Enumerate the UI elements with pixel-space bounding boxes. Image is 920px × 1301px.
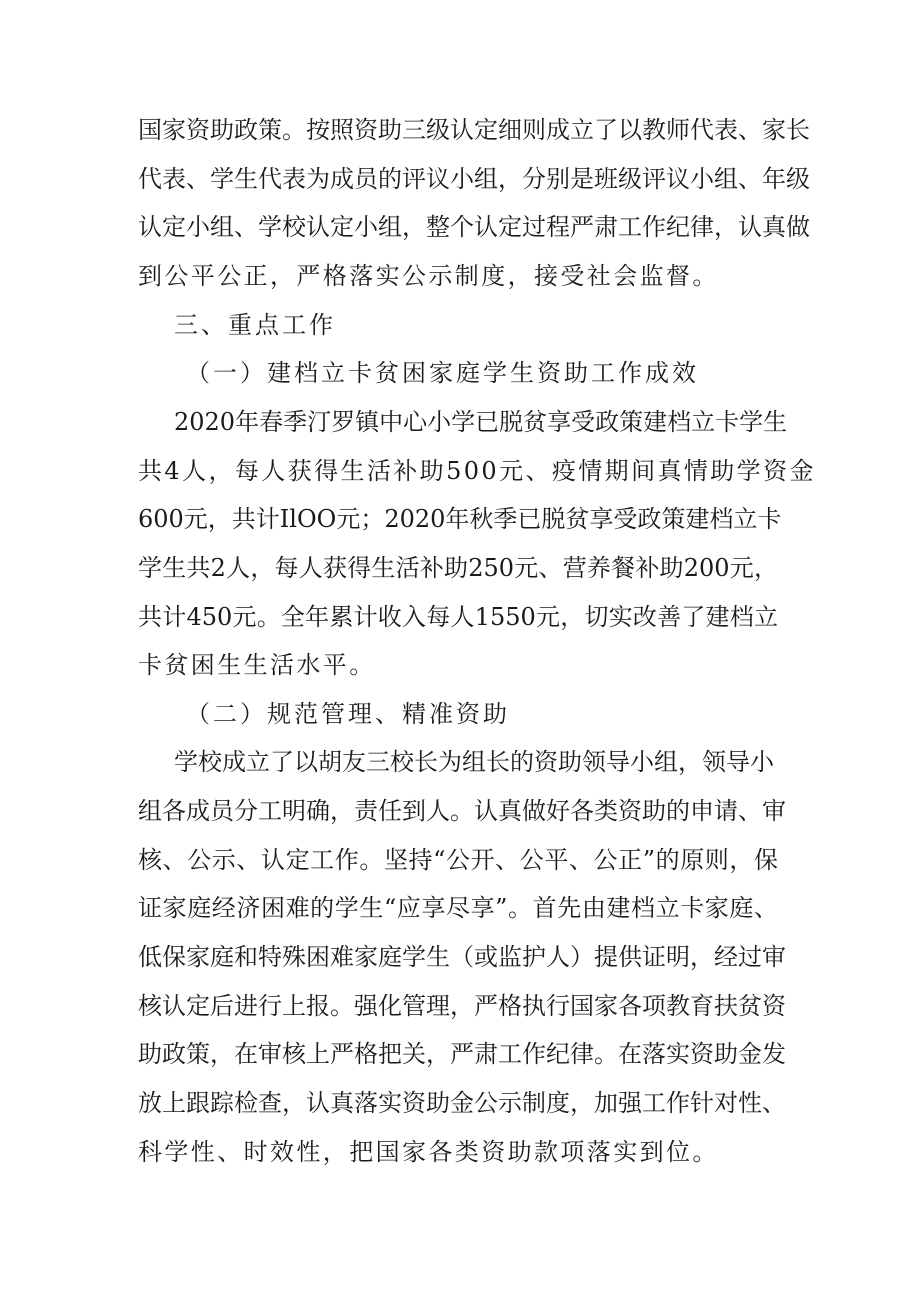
paragraph-line: 证家庭经济困难的学生“应享尽享”。首先由建档立卡家庭、 bbox=[138, 894, 778, 922]
paragraph-line: 代表、学生代表为成员的评议小组，分别是班级评议小组、年级 bbox=[138, 165, 810, 193]
paragraph-line: 到公平公正，严格落实公示制度，接受社会监督。 bbox=[138, 262, 719, 290]
paragraph-line: 核、公示、认定工作。坚持“公开、公平、公正”的原则，保 bbox=[138, 846, 778, 874]
paragraph-line: 助政策，在审核上严格把关，严肃工作纪律。在落实资助金发 bbox=[138, 1040, 786, 1068]
paragraph-line: 核认定后进行上报。强化管理，严格执行国家各项教育扶贫资 bbox=[138, 992, 786, 1020]
paragraph-line: 低保家庭和特殊困难家庭学生（或监护人）提供证明，经过审 bbox=[138, 943, 786, 971]
subsection-heading: （一）建档立卡贫困家庭学生资助工作成效 bbox=[186, 359, 699, 387]
paragraph-line: 组各成员分工明确，责任到人。认真做好各类资助的申请、审 bbox=[138, 797, 786, 825]
paragraph-line: 放上跟踪检查，认真落实资助金公示制度，加强工作针对性、 bbox=[138, 1089, 786, 1117]
paragraph-line: 共计450元。全年累计收入每人1550元，切实改善了建档立 bbox=[138, 603, 778, 631]
paragraph-line: 600元，共计IlOO元；2020年秋季已脱贫享受政策建档立卡 bbox=[138, 505, 782, 533]
paragraph-line: 卡贫困生生活水平。 bbox=[138, 651, 376, 679]
paragraph-line: 国家资助政策。按照资助三级认定细则成立了以教师代表、家长 bbox=[138, 116, 810, 144]
paragraph-line: 学生共2人，每人获得生活补助250元、营养餐补助200元， bbox=[138, 554, 778, 582]
paragraph-line: 科学性、时效性，把国家各类资助款项落实到位。 bbox=[138, 1138, 719, 1166]
paragraph-line: 学校成立了以胡友三校长为组长的资助领导小组，领导小 bbox=[174, 748, 774, 776]
paragraph-line: 认定小组、学校认定小组，整个认定过程严肃工作纪律，认真做 bbox=[138, 213, 810, 241]
paragraph-line: 2020年春季汀罗镇中心小学已脱贫享受政策建档立卡学生 bbox=[174, 408, 788, 436]
subsection-heading: （二）规范管理、精准资助 bbox=[186, 700, 510, 728]
paragraph-line: 共4人，每人获得生活补助500元、疫情期间真情助学资金 bbox=[138, 457, 816, 485]
section-heading: 三、重点工作 bbox=[174, 311, 336, 339]
